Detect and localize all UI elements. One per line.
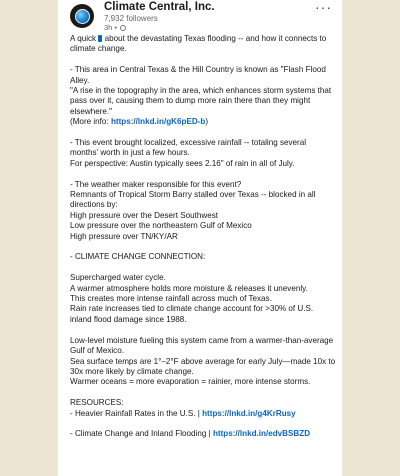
- intro-text-a: A quick: [70, 34, 99, 43]
- paragraph-weather-maker: - The weather maker responsible for this event? Remnants of Tropical Storm Barry stalled over Texas -- blocked in all directions by: High pressure over the Desert Southwest Low pressure over the northeastern Gulf of Mexico High pressure over TN/KY/AR: [70, 179, 316, 241]
- resource-1-text: - Heavier Rainfall Rates in the U.S. |: [70, 408, 203, 418]
- post-time: 3h •: [104, 23, 118, 32]
- globe-icon: [120, 25, 126, 31]
- paragraph-climate-connection: - CLIMATE CHANGE CONNECTION:: [70, 252, 206, 262]
- more-options-icon[interactable]: ···: [315, 0, 332, 15]
- post-body: [70, 34, 336, 440]
- resource-1-link[interactable]: https://lnkd.in/g4KrRusy: [202, 408, 296, 418]
- resource-item-1: [70, 409, 336, 419]
- post-meta: [104, 23, 126, 32]
- more-info-label: (More info:: [70, 117, 111, 127]
- globe-logo-icon: [75, 9, 90, 24]
- paragraph-flash-flood-alley: - This area in Central Texas & the Hill Country is known as "Flash Flood Alley. "A rise in the topography in the area, which enhances storm systems that pass over it, causing them to dump more rain there than they might elsewhere.": [70, 65, 332, 116]
- post-header: [58, 0, 342, 34]
- resources-title: RESOURCES:: [70, 398, 124, 408]
- paragraph-gulf-moisture: Low-level moisture fueling this system came from a warmer-than-average Gulf of Mexico. Sea surface temps are 1°–2°F above average for early July—made 10x to 30x more likely by climate change. Warmer oceans = more evaporation = rainier, more intense storms.: [70, 335, 336, 387]
- more-info-line: [70, 117, 336, 127]
- follower-count: 7,932 followers: [104, 14, 158, 23]
- more-info-close: ): [205, 117, 209, 127]
- resource-item-2: [70, 429, 336, 439]
- intro-paragraph: [70, 34, 336, 55]
- company-name[interactable]: Climate Central, Inc.: [104, 1, 215, 13]
- more-info-link[interactable]: https://lnkd.in/gK6pED-b: [110, 117, 206, 127]
- resource-2-link[interactable]: https://lnkd.in/edvBSBZD: [212, 429, 311, 439]
- paragraph-rainfall: - This event brought localized, excessive rainfall -- totaling several months' worth in just a few hours. For perspective: Austin typically sees 2.16" of rain in all of July.: [70, 138, 307, 168]
- post-card: [58, 0, 342, 476]
- company-logo[interactable]: [70, 4, 94, 28]
- intro-text-b: about the devastating Texas flooding -- and how it connects to climate change.: [70, 34, 327, 54]
- paragraph-water-cycle: Supercharged water cycle. A warmer atmosphere holds more moisture & releases it unevenly. This creates more intense rainfall across much of Texas. Rain rate increases tied to climate change account for >30% of U.S. inland flood damage since 1988.: [70, 273, 314, 324]
- resource-2-text: - Climate Change and Inland Flooding |: [70, 429, 213, 439]
